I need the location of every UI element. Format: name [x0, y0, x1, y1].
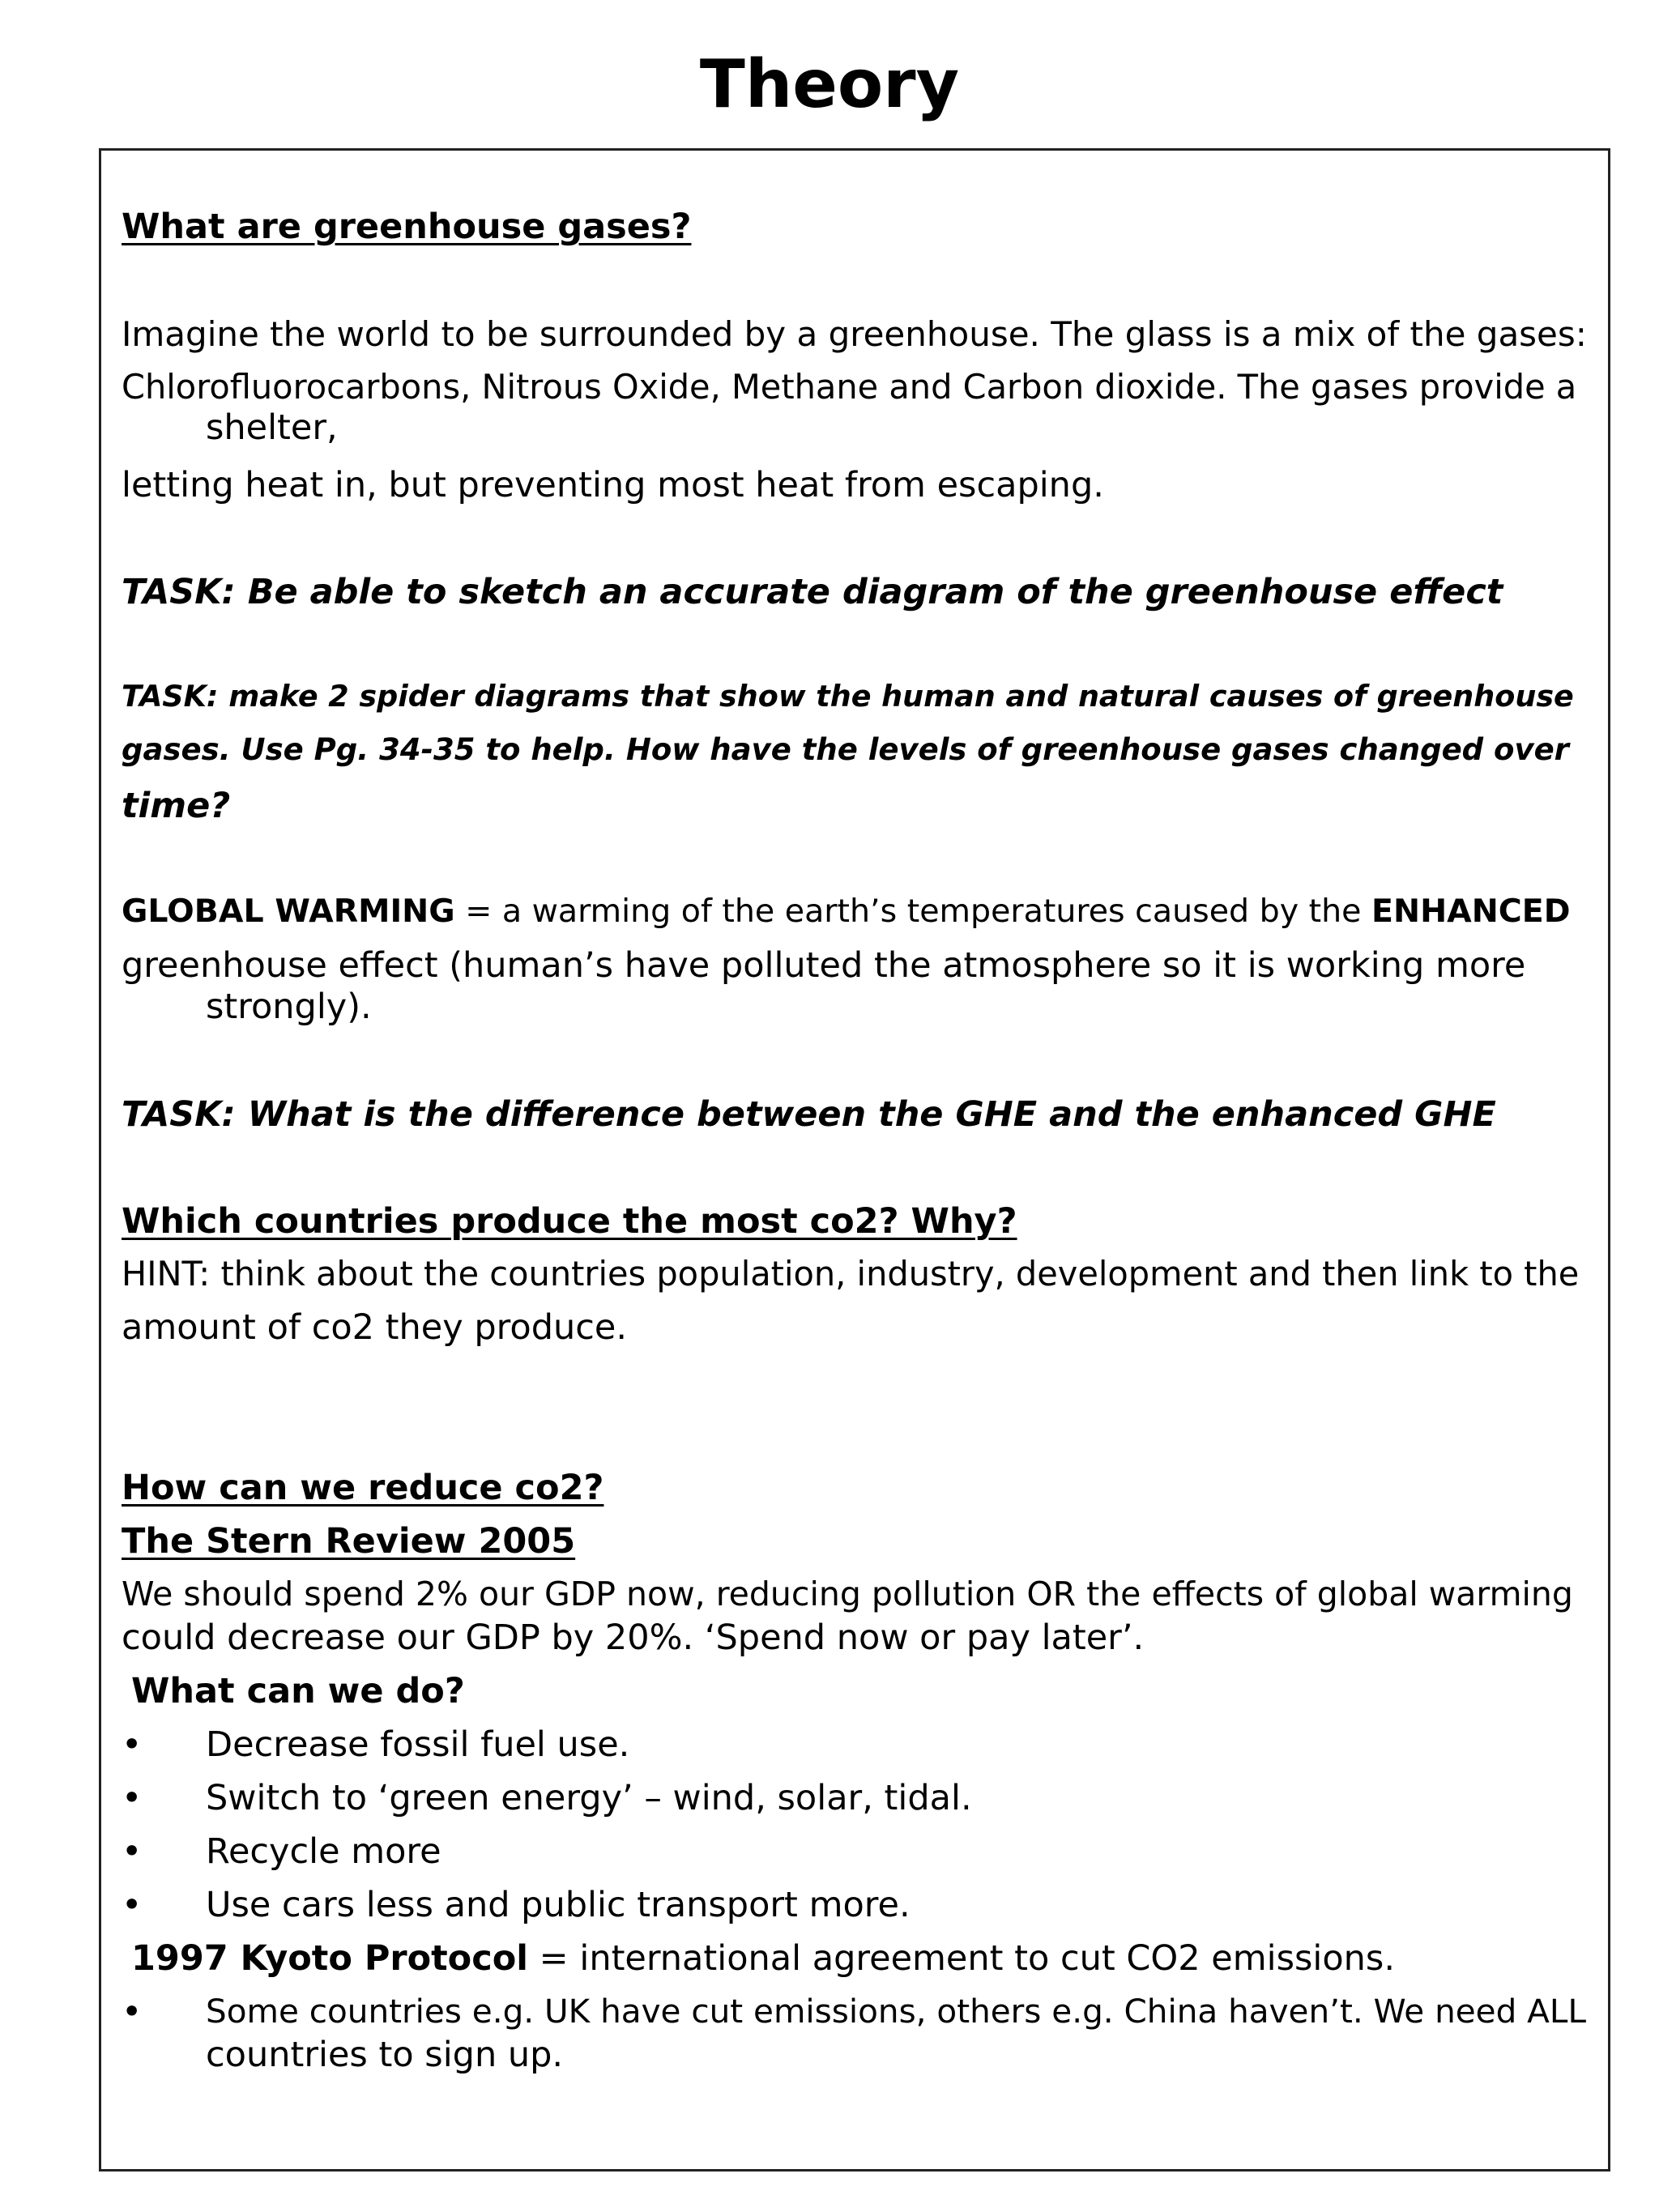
- bullet-icon: •: [122, 1831, 143, 1872]
- stern-line: could decrease our GDP by 20%. ‘Spend now or pay later’.: [122, 1617, 1145, 1658]
- paragraph-line: shelter,: [206, 407, 338, 448]
- hint-line: amount of co2 they produce.: [122, 1307, 628, 1348]
- task-spider-diagrams-line: time?: [122, 786, 231, 826]
- list-item-text: Decrease fossil fuel use.: [206, 1724, 630, 1765]
- what-can-we-do-heading: What can we do?: [131, 1671, 465, 1711]
- list-item-text: Use cars less and public transport more.: [206, 1885, 911, 1925]
- list-item-text: countries to sign up.: [206, 2035, 564, 2075]
- section-heading-greenhouse-gases: What are greenhouse gases?: [122, 207, 692, 247]
- task-spider-diagrams-line: gases. Use Pg. 34-35 to help. How have the levels of greenhouse gases changed over: [122, 732, 1569, 767]
- section-heading-countries-co2: Which countries produce the most co2? Why?: [122, 1201, 1017, 1242]
- task-diagram: TASK: Be able to sketch an accurate diagram of the greenhouse effect: [122, 572, 1503, 612]
- stern-line: We should spend 2% our GDP now, reducing pollution OR the effects of global warming: [122, 1575, 1573, 1613]
- bullet-icon: •: [122, 1724, 143, 1765]
- kyoto-protocol-term: 1997 Kyoto Protocol: [131, 1938, 528, 1979]
- kyoto-protocol-text: = international agreement to cut CO2 emissions.: [528, 1938, 1395, 1979]
- paragraph-line: Chlorofluorocarbons, Nitrous Oxide, Methane and Carbon dioxide. The gases provide a: [122, 367, 1577, 407]
- page-title: Theory: [699, 46, 960, 123]
- paragraph-line: Imagine the world to be surrounded by a greenhouse. The glass is a mix of the gases:: [122, 314, 1587, 354]
- task-spider-diagrams-line: TASK: make 2 spider diagrams that show the human and natural causes of greenhouse: [122, 679, 1574, 714]
- hint-line: HINT: think about the countries population, industry, development and then link to the: [122, 1254, 1580, 1294]
- paragraph-line: letting heat in, but preventing most heat from escaping.: [122, 465, 1104, 505]
- paragraph-line: strongly).: [206, 987, 372, 1027]
- bullet-icon: •: [122, 1992, 143, 2032]
- paragraph-line: greenhouse effect (human’s have polluted the atmosphere so it is working more: [122, 945, 1526, 986]
- bullet-icon: •: [122, 1885, 143, 1925]
- list-item-text: Recycle more: [206, 1831, 441, 1872]
- list-item-text: Some countries e.g. UK have cut emissions, others e.g. China haven’t. We need ALL: [206, 1992, 1587, 2031]
- enhanced-term: ENHANCED: [1371, 893, 1571, 930]
- global-warming-term: GLOBAL WARMING: [122, 893, 455, 930]
- list-item-text: Switch to ‘green energy’ – wind, solar, tidal.: [206, 1778, 972, 1818]
- global-warming-definition: [122, 893, 1571, 931]
- section-heading-reduce-co2: How can we reduce co2?: [122, 1468, 604, 1508]
- subheading-stern-review: The Stern Review 2005: [122, 1521, 576, 1562]
- task-ghe-difference: TASK: What is the difference between the GHE and the enhanced GHE: [122, 1094, 1496, 1135]
- global-warming-text: = a warming of the earth’s temperatures caused by the: [454, 893, 1372, 930]
- kyoto-protocol-line: [131, 1938, 1395, 1980]
- bullet-icon: •: [122, 1778, 143, 1818]
